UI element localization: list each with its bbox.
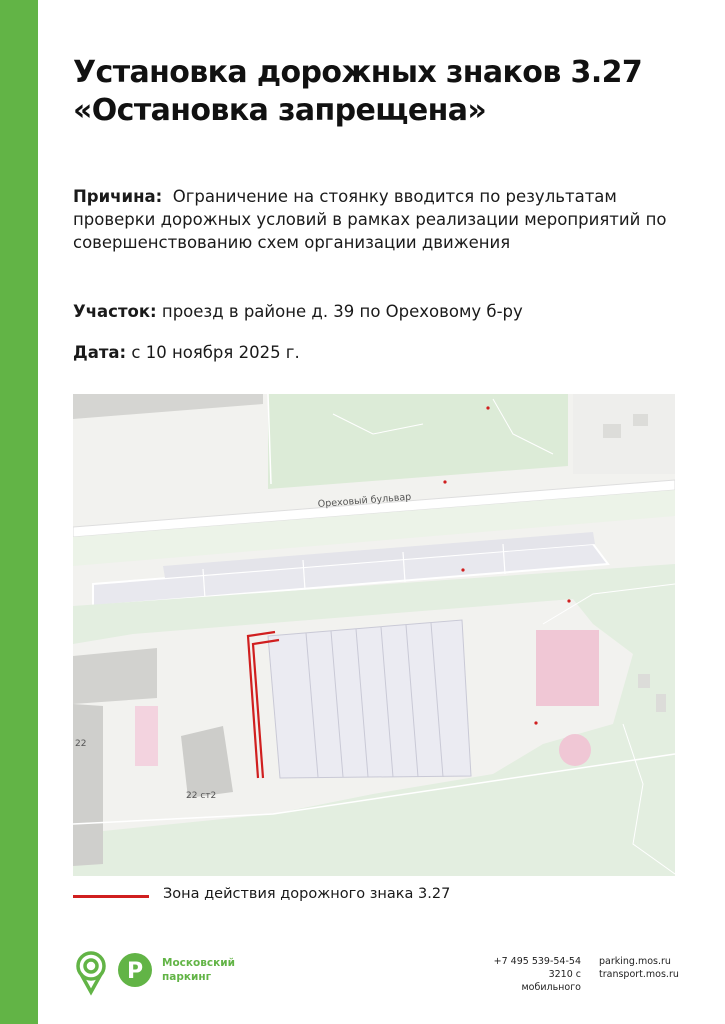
map-building-label-22: 22 <box>75 739 87 749</box>
section-text: проезд в районе д. 39 по Ореховому б-ру <box>161 302 523 321</box>
svg-text:P: P <box>127 959 144 984</box>
title-line-2: «Остановка запрещена» <box>73 93 487 128</box>
footer <box>73 950 679 1000</box>
legend-text: Зона действия дорожного знака 3.27 <box>163 886 451 902</box>
brand-line-2: паркинг <box>162 971 212 983</box>
location-map <box>73 394 675 876</box>
brand-name <box>162 956 235 984</box>
site-link-transport: transport.mos.ru <box>599 969 679 980</box>
parking-p-icon <box>118 953 152 987</box>
date-label: Дата: <box>73 343 127 362</box>
contact-phone <box>491 955 581 994</box>
reason-paragraph <box>73 185 683 254</box>
page-title <box>73 54 693 130</box>
map-legend <box>73 885 675 909</box>
date-paragraph <box>73 341 683 364</box>
reason-text: Ограничение на стоянку вводится по результатам проверки дорожных условий в рамках реализации мероприятий по совершенствованию схем организации движения <box>73 187 667 252</box>
title-line-1: Установка дорожных знаков 3.27 <box>73 55 643 90</box>
legend-red-line <box>73 895 149 898</box>
section-paragraph <box>73 300 683 323</box>
section-label: Участок: <box>73 302 157 321</box>
logo-icons <box>73 950 159 996</box>
date-text: с 10 ноября 2025 г. <box>131 343 300 362</box>
green-side-bar <box>0 0 38 1024</box>
reason-label: Причина: <box>73 187 163 206</box>
map-building-label-22c2: 22 ст2 <box>186 791 217 801</box>
phone-number: +7 495 539-54-54 <box>493 956 581 967</box>
map-street-label: Ореховый бульвар <box>317 491 412 510</box>
mobile-number: 3210 с мобильного <box>521 969 581 993</box>
contact-sites <box>599 955 679 981</box>
brand-line-1: Московский <box>162 957 235 969</box>
site-link-parking: parking.mos.ru <box>599 956 671 967</box>
